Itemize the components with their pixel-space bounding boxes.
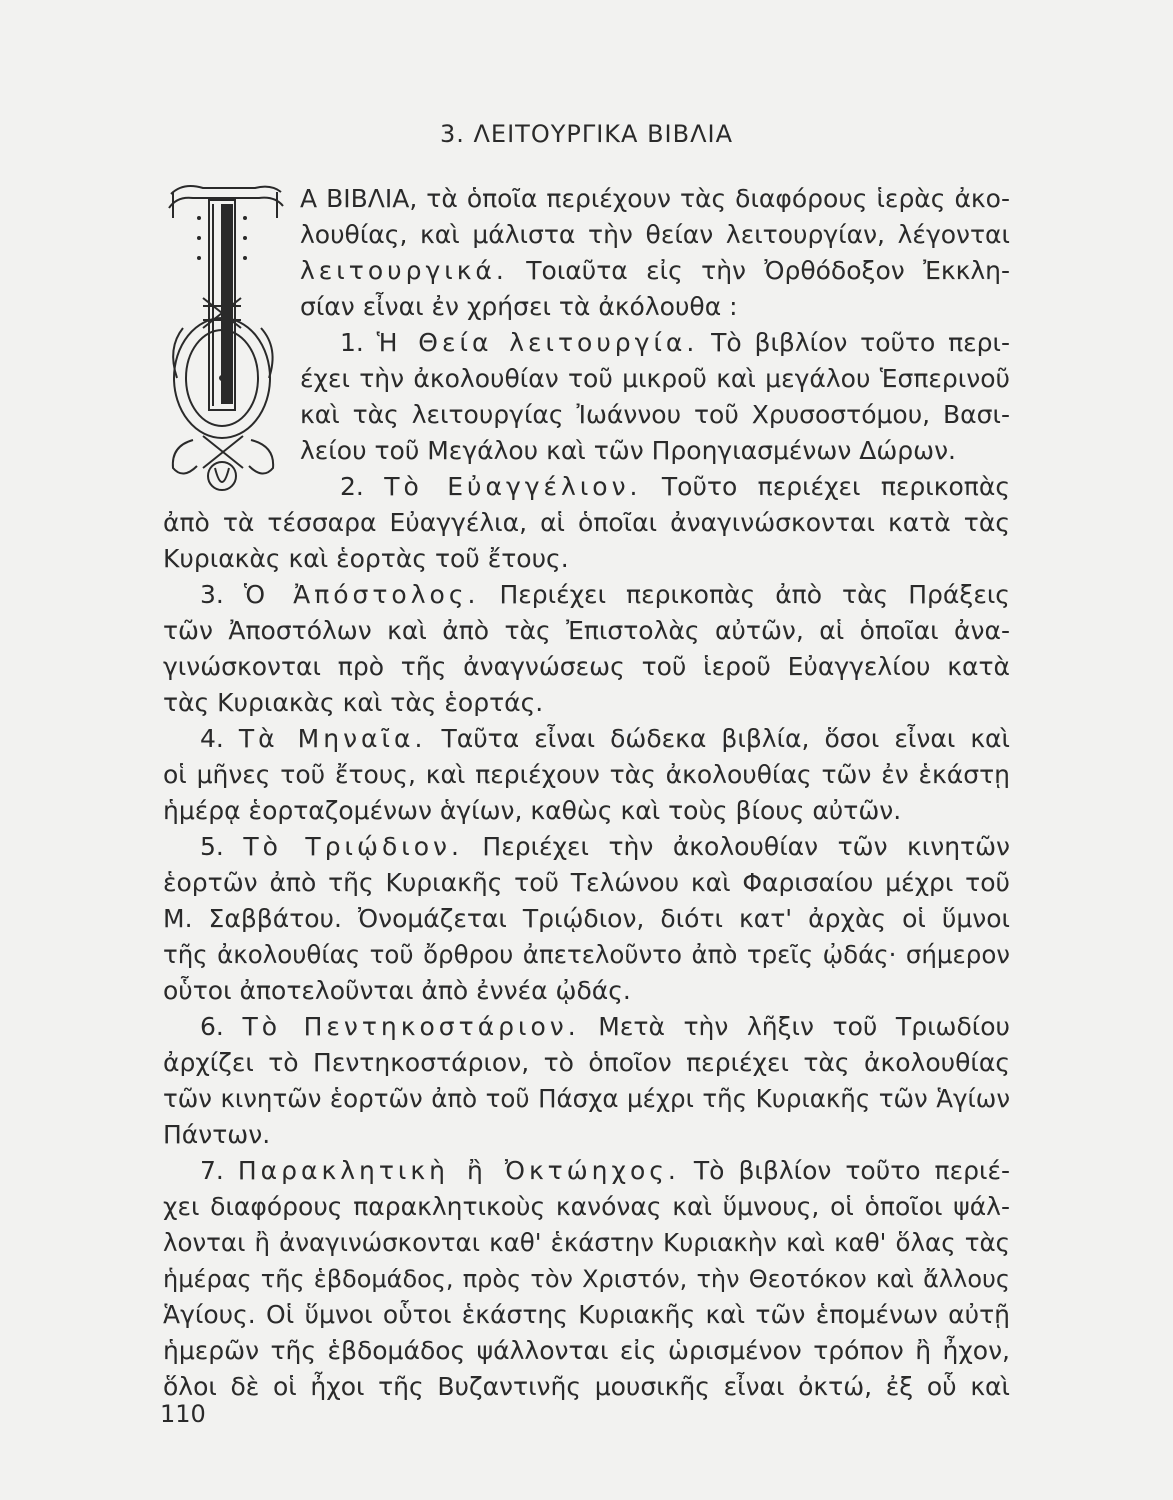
text-line-23 bbox=[163, 974, 631, 1008]
line-text: λουθίας, καὶ μάλιστα τὴν θείαν λειτουργίαν, λέγονται bbox=[300, 220, 1010, 249]
line-text: Τὸ βιβλίον τοῦτο περι- bbox=[698, 328, 1010, 357]
line-text: καὶ τὰς λειτουργίας Ἰωάννου τοῦ Χρυσοστόμου, Βασι- bbox=[300, 400, 1010, 429]
line-text: τῶν Ἀποστόλων καὶ ἀπὸ τὰς Ἐπιστολὰς αὐτῶν, αἱ ὁποῖαι ἀνα- bbox=[163, 616, 1010, 645]
text-line-4 bbox=[300, 290, 738, 324]
line-text: γινώσκονται πρὸ τῆς ἀναγνώσεως τοῦ ἱεροῦ Εὐαγγελίου κατὰ bbox=[163, 652, 1010, 681]
text-line-8 bbox=[300, 434, 956, 468]
text-line-10 bbox=[163, 506, 1010, 540]
line-text: ἡμερῶν τῆς ἑβδομάδος ψάλλονται εἰς ὡρισμένον τρόπον ἢ ἦχον, bbox=[163, 1336, 1010, 1365]
line-text: Ἁγίους. Οἱ ὕμνοι οὗτοι ἑκάστης Κυριακῆς καὶ τῶν ἑπομένων αὐτῇ bbox=[163, 1300, 1010, 1329]
text-line-27 bbox=[163, 1118, 270, 1152]
text-line-21 bbox=[163, 902, 1010, 936]
line-text: οἱ μῆνες τοῦ ἔτους, καὶ περιέχουν τὰς ἀκολουθίας τῶν ἐν ἑκάστῃ bbox=[163, 760, 1010, 789]
line-text: έχει τὴν ἀκολουθίαν τοῦ μικροῦ καὶ μεγάλου Ἑσπερινοῦ bbox=[300, 364, 1010, 393]
text-line-26 bbox=[163, 1082, 1010, 1116]
item-number: 2. bbox=[340, 472, 385, 501]
item-number: 7. bbox=[200, 1156, 238, 1185]
line-text: ἀρχίζει τὸ Πεντηκοστάριον, τὸ ὁποῖον περιέχει τὰς ἀκολουθίας bbox=[163, 1048, 1010, 1077]
line-text: Τοῦτο περιέχει περικοπὰς bbox=[641, 472, 1010, 501]
line-text: λονται ἢ ἀναγινώσκονται καθ' ἑκάστην Κυριακὴν καὶ καθ' ὅλας τὰς bbox=[163, 1228, 1010, 1257]
item-number: 6. bbox=[200, 1012, 243, 1041]
spaced-title: Ἡ Θεία λειτουργία. bbox=[376, 328, 699, 357]
line-text: ἀπὸ τὰ τέσσαρα Εὐαγγέλια, αἱ ὁποῖαι ἀναγινώσκονται κατὰ τὰς bbox=[163, 508, 1010, 537]
text-line-9 bbox=[340, 470, 1010, 504]
line-text: Μ. Σαββάτου. Ὀνομάζεται Τριῴδιον, διότι κατ' ἀρχὰς οἱ ὕμνοι bbox=[163, 904, 1010, 933]
text-line-24 bbox=[200, 1010, 1010, 1044]
item-number: 4. bbox=[200, 724, 239, 753]
text-line-14 bbox=[163, 650, 1010, 684]
text-line-13 bbox=[163, 614, 1010, 648]
text-line-28 bbox=[200, 1154, 1010, 1188]
line-text: ἡμέρας τῆς ἑβδομάδος, πρὸς τὸν Χριστόν, τὴν Θεοτόκον καὶ ἄλλους bbox=[163, 1265, 1010, 1293]
text-line-31 bbox=[163, 1262, 1010, 1296]
text-line-22 bbox=[163, 938, 1010, 972]
spaced-title: Τὸ Εὐαγγέλιον. bbox=[384, 472, 642, 501]
item-number: 5. bbox=[200, 832, 244, 861]
line-text: Περιέχει περικοπὰς ἀπὸ τὰς Πράξεις bbox=[479, 580, 1010, 609]
spaced-title: Τὸ Τριῴδιον. bbox=[243, 832, 463, 861]
text-line-12 bbox=[200, 578, 1010, 612]
spaced-title: Τὰ Μηναῖα. bbox=[238, 724, 427, 753]
text-line-34 bbox=[163, 1370, 1010, 1404]
line-text: λείου τοῦ Μεγάλου καὶ τῶν Προηγιασμένων Δώρων. bbox=[300, 436, 956, 465]
page-number: 110 bbox=[160, 1400, 206, 1428]
line-text: Τοιαῦτα εἰς τὴν Ὀρθόδοξον Ἐκκλη- bbox=[507, 256, 1010, 285]
text-line-17 bbox=[163, 758, 1010, 792]
text-line-16 bbox=[200, 722, 1010, 756]
line-text: τῆς ἀκολουθίας τοῦ ὄρθρου ἀπετελοῦντο ἀπὸ τρεῖς ᾠδάς· σήμερον bbox=[163, 940, 1010, 969]
text-line-20 bbox=[163, 866, 1010, 900]
line-text: Πάντων. bbox=[163, 1120, 271, 1149]
line-text: σίαν εἶναι ἐν χρήσει τὰ ἀκόλουθα : bbox=[300, 292, 738, 321]
text-line-19 bbox=[200, 830, 1010, 864]
line-text: Μετὰ τὴν λῆξιν τοῦ Τριωδίου bbox=[579, 1012, 1010, 1041]
line-text: Κυριακὰς καὶ ἑορτὰς τοῦ ἔτους. bbox=[163, 544, 569, 573]
text-line-1 bbox=[300, 182, 1010, 216]
decorated-initial-t-icon bbox=[163, 178, 285, 496]
text-line-7 bbox=[300, 398, 1010, 432]
text-line-6 bbox=[300, 362, 1010, 396]
line-text: ἡμέρᾳ ἑορταζομένων ἁγίων, καθὼς καὶ τοὺς βίους αὐτῶν. bbox=[163, 796, 902, 825]
line-text: ὅλοι δὲ οἱ ἦχοι τῆς Βυζαντινῆς μουσικῆς εἶναι ὀκτώ, ἐξ οὗ καὶ bbox=[163, 1372, 1010, 1401]
spaced-title: Τὸ Πεντηκοστάριον. bbox=[242, 1012, 580, 1041]
line-text: ἑορτῶν ἀπὸ τῆς Κυριακῆς τοῦ Τελώνου καὶ Φαρισαίου μέχρι τοῦ bbox=[163, 868, 1010, 897]
text-line-29 bbox=[163, 1190, 1010, 1224]
line-text: τῶν κινητῶν ἑορτῶν ἀπὸ τοῦ Πάσχα μέχρι τῆς Κυριακῆς τῶν Ἁγίων bbox=[163, 1084, 1010, 1113]
text-line-2 bbox=[300, 218, 1010, 252]
text-line-3 bbox=[300, 254, 1010, 288]
text-line-15 bbox=[163, 686, 543, 720]
text-line-18 bbox=[163, 794, 901, 828]
spaced-title: Ὁ Ἀπόστολος. bbox=[243, 580, 480, 609]
text-line-11 bbox=[163, 542, 569, 576]
line-text: τὰς Κυριακὰς καὶ τὰς ἑορτάς. bbox=[163, 688, 544, 717]
spaced-title: Παρακλητικὴ ἢ Ὀκτώηχος. bbox=[237, 1156, 680, 1185]
line-text: Α ΒΙΒΛΙΑ, τὰ ὁποῖα περιέχουν τὰς διαφόρους ἱερὰς ἀκο- bbox=[300, 184, 1010, 213]
section-heading: 3. ΛΕΙΤΟΥΡΓΙΚΑ ΒΙΒΛΙΑ bbox=[439, 120, 734, 148]
line-text: Ταῦτα εἶναι δώδεκα βιβλία, ὅσοι εἶναι καὶ bbox=[426, 724, 1010, 753]
text-line-32 bbox=[163, 1298, 1010, 1332]
line-text: χει διαφόρους παρακλητικοὺς κανόνας καὶ ὕμνους, οἱ ὁποῖοι ψάλ- bbox=[163, 1192, 1010, 1221]
line-text: οὗτοι ἀποτελοῦνται ἀπὸ ἐννέα ᾠδάς. bbox=[163, 976, 631, 1005]
item-number: 3. bbox=[200, 580, 244, 609]
text-line-33 bbox=[163, 1334, 1010, 1368]
line-text: Περιέχει τὴν ἀκολουθίαν τῶν κινητῶν bbox=[462, 832, 1010, 861]
spaced-title: λειτουργικά. bbox=[300, 256, 508, 285]
text-line-5 bbox=[340, 326, 1010, 360]
line-text: Τὸ βιβλίον τοῦτο περιέ- bbox=[679, 1156, 1010, 1185]
text-line-25 bbox=[163, 1046, 1010, 1080]
item-number: 1. bbox=[340, 328, 377, 357]
text-line-30 bbox=[163, 1226, 1010, 1260]
